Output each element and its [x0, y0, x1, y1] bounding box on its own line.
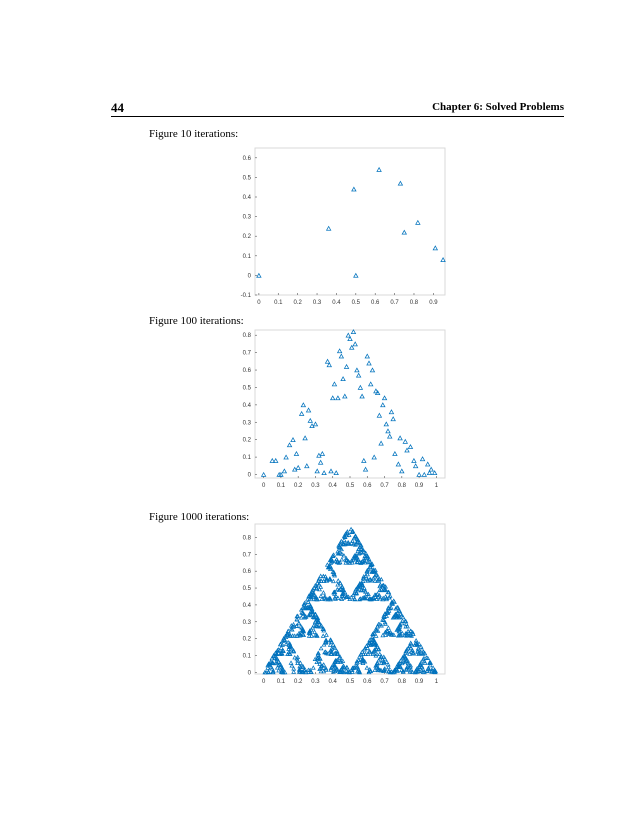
y-tick-label: 0.2 [242, 437, 251, 444]
x-tick-label: 0.5 [345, 679, 355, 685]
x-tick-label: 1 [434, 679, 439, 685]
x-tick-label: 1 [434, 483, 439, 489]
plot-frame [255, 148, 445, 295]
y-tick-label: 0.3 [242, 619, 251, 626]
x-tick-label: 0.4 [328, 679, 337, 685]
x-tick-label: 0.9 [414, 483, 424, 489]
figure-100-caption: Figure 100 iterations: [149, 315, 244, 327]
y-tick-label: 0 [247, 273, 251, 280]
x-tick-label: 0 [261, 483, 266, 489]
x-tick-label: 0.3 [311, 483, 320, 489]
y-tick-label: 0.1 [242, 253, 251, 260]
y-tick-label: 0.3 [242, 420, 251, 427]
x-tick-label: 0.1 [274, 300, 283, 306]
x-tick-label: 0.6 [371, 300, 380, 306]
figure-1000-iterations-plot [233, 522, 448, 690]
y-tick-label: 0.5 [242, 385, 251, 392]
page-header [111, 100, 564, 117]
y-tick-label: 0.1 [242, 653, 251, 660]
x-tick-label: 0.6 [363, 483, 372, 489]
y-tick-label: 0.6 [242, 155, 251, 162]
y-tick-label: 0.8 [242, 535, 251, 542]
x-tick-label: 0 [261, 679, 266, 685]
x-tick-label: 0.2 [294, 679, 303, 685]
y-tick-label: 0 [247, 472, 251, 479]
x-tick-label: 0.5 [351, 300, 360, 306]
plot-frame [255, 330, 445, 478]
x-tick-label: 0.7 [380, 483, 389, 489]
chapter-title: Chapter 6: Solved Problems [432, 101, 564, 113]
y-tick-label: 0.5 [242, 175, 251, 182]
page-number: 44 [111, 100, 124, 115]
x-tick-label: 0.4 [328, 483, 337, 489]
y-tick-label: 0.4 [242, 195, 251, 201]
y-tick-label: 0.7 [242, 350, 251, 357]
x-tick-label: 0.7 [390, 300, 399, 306]
y-tick-label: 0.4 [242, 402, 251, 409]
y-tick-label: 0.8 [242, 333, 251, 340]
x-tick-label: 0.6 [363, 679, 372, 685]
x-tick-label: 0.4 [332, 300, 341, 306]
x-tick-label: 0 [257, 300, 261, 306]
figure-10-iterations-plot [233, 146, 448, 314]
y-tick-label: 0.5 [242, 586, 251, 593]
x-tick-label: 0.2 [294, 483, 303, 489]
figure-100-iterations-plot [233, 328, 448, 494]
y-tick-label: 0.6 [242, 368, 251, 375]
y-tick-label: -0.1 [240, 293, 251, 299]
y-tick-label: 0.2 [242, 636, 251, 643]
x-tick-label: 0.8 [397, 483, 406, 489]
y-tick-label: 0.1 [242, 455, 251, 462]
x-tick-label: 0.9 [414, 679, 424, 685]
y-tick-label: 0.6 [242, 569, 251, 576]
figure-1000-caption: Figure 1000 iterations: [149, 511, 250, 523]
figure-10-caption: Figure 10 iterations: [149, 128, 239, 140]
y-tick-label: 0.7 [242, 552, 251, 559]
y-tick-label: 0.3 [242, 214, 251, 221]
x-tick-label: 0.2 [293, 300, 302, 306]
x-tick-label: 0.9 [429, 300, 438, 306]
x-tick-label: 0.5 [345, 483, 355, 489]
x-tick-label: 0.1 [276, 679, 286, 685]
x-tick-label: 0.3 [311, 679, 320, 685]
y-tick-label: 0 [247, 670, 251, 677]
x-tick-label: 0.1 [276, 483, 286, 489]
x-tick-label: 0.8 [397, 679, 406, 685]
x-tick-label: 0.8 [409, 300, 419, 306]
x-tick-label: 0.7 [380, 679, 389, 685]
y-tick-label: 0.4 [242, 602, 251, 609]
x-tick-label: 0.3 [312, 300, 322, 306]
y-tick-label: 0.2 [242, 234, 251, 241]
